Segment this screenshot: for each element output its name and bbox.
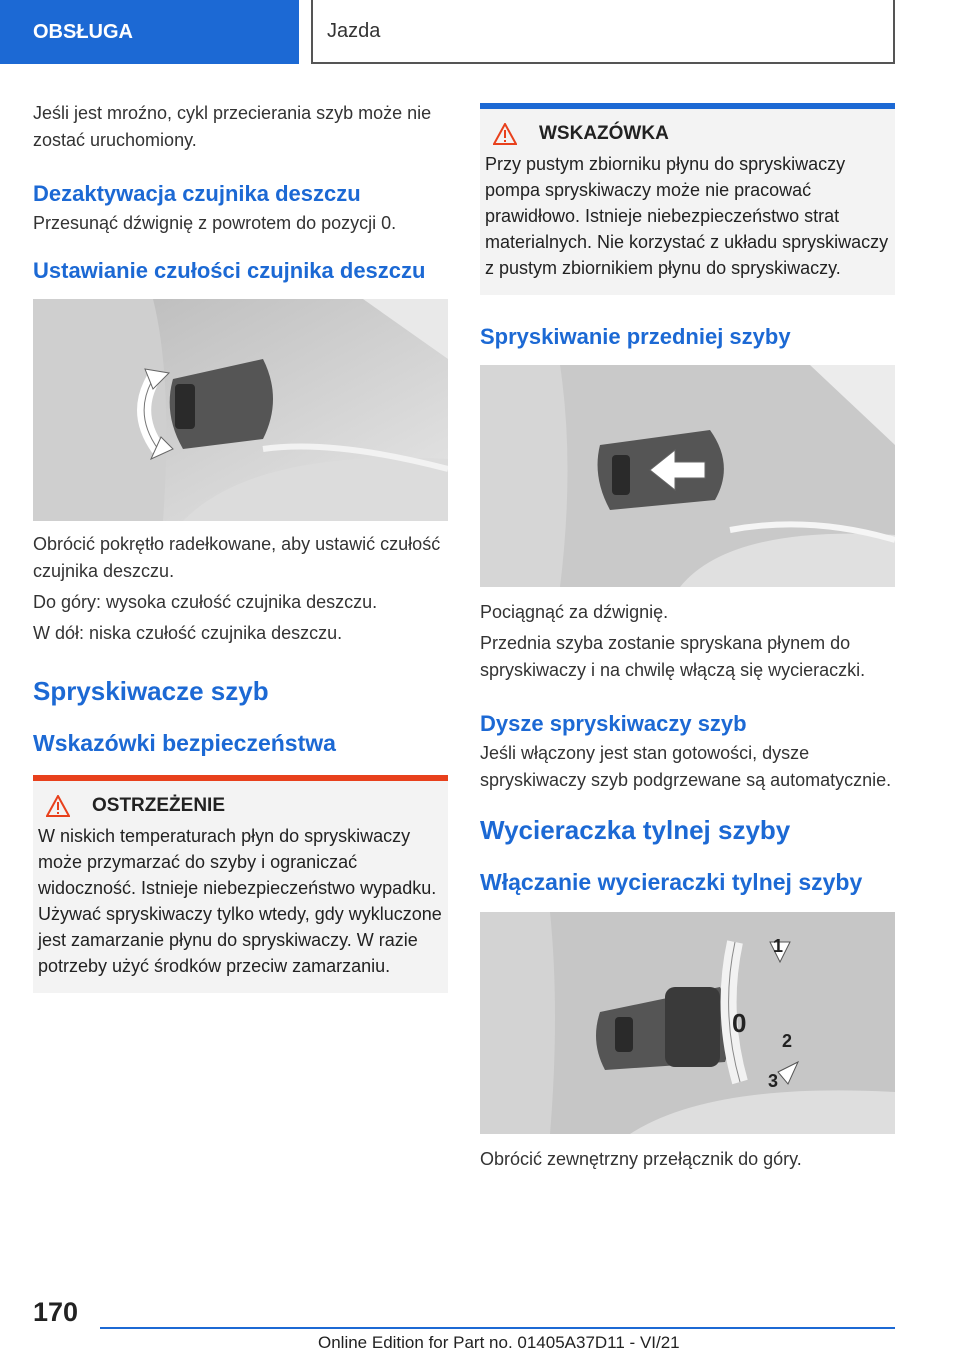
front-washer-photo	[480, 365, 895, 587]
rear-wiper-heading: Wycieraczka tylnej szyby	[480, 815, 791, 845]
figure-label-3: 3	[768, 1071, 779, 1091]
sensitivity-text-2: Do góry: wysoka czułość czujnika deszczu.	[33, 592, 378, 612]
warning-triangle-icon	[493, 123, 517, 145]
warning-title: OSTRZEŻENIE	[92, 795, 226, 816]
warning-text: W niskich temperaturach płyn do spryskiwaczy może przymarzać do szyby i ograniczać widoczność. Istnieje niebezpieczeństwo wypadku. Używać spryskiwaczy tylko wtedy, gdy wykluczone jest zamarzanie płynu do spryskiwaczy. W razie potrzeby użyć środków przeciw zamarzaniu.	[38, 826, 442, 976]
sensitivity-text-3: W dół: niska czułość czujnika deszczu.	[33, 623, 343, 643]
footer-edition: Online Edition for Part no. 01405A37D11 - VI/21	[318, 1333, 680, 1352]
figure-label-1: 1	[773, 936, 784, 956]
left-column	[33, 100, 448, 993]
note-box	[480, 109, 895, 295]
front-washer-text-2: Przednia szyba zostanie spryskana płynem do spryskiwaczy i na chwilę włączą się wycieraczki.	[480, 633, 866, 680]
header-subsection: Jazda	[311, 0, 895, 64]
sensitivity-text-1: Obrócić pokrętło radełkowane, aby ustawić czułość czujnika deszczu.	[33, 534, 441, 581]
sensitivity-heading: Ustawianie czułości czujnika deszczu	[33, 258, 426, 283]
warning-title-row	[38, 795, 444, 817]
rear-wiper-text: Obrócić zewnętrzny przełącznik do góry.	[480, 1149, 802, 1169]
rear-wiper-on-heading: Włączanie wycieraczki tylnej szyby	[480, 869, 863, 895]
warning-triangle-icon	[46, 795, 70, 817]
front-washer-text-1: Pociągnąć za dźwignię.	[480, 602, 669, 622]
deactivate-text: Przesunąć dźwignię z powrotem do pozycji 0.	[33, 213, 397, 233]
note-text: Przy pustym zbiorniku płynu do spryskiwaczy pompa spryskiwaczy może nie pracować prawidłowo. Istnieje niebezpieczeństwo strat materialnych. Nie korzystać z układu spryskiwaczy z pustym zbiornikiem płynu do spryskiwaczy.	[485, 154, 889, 278]
nozzles-heading: Dysze spryskiwaczy szyb	[480, 711, 747, 736]
front-washer-heading: Spryskiwanie przedniej szyby	[480, 324, 791, 349]
right-column	[480, 103, 895, 1173]
rain-sensor-photo	[33, 299, 448, 521]
rear-wiper-photo	[480, 912, 895, 1134]
footer-divider	[100, 1327, 895, 1329]
deactivate-heading: Dezaktywacja czujnika deszczu	[33, 181, 361, 206]
nozzles-text: Jeśli włączony jest stan gotowości, dysze spryskiwaczy szyb podgrzewane są automatycznie.	[480, 743, 892, 790]
header-section-tab: OBSŁUGA	[0, 0, 299, 64]
figure-label-0: 0	[732, 1008, 747, 1038]
note-title-row	[485, 123, 891, 145]
washers-heading: Spryskiwacze szyb	[33, 676, 269, 706]
safety-heading: Wskazówki bezpieczeństwa	[33, 730, 336, 756]
note-title: WSKAZÓWKA	[539, 123, 669, 144]
figure-label-2: 2	[782, 1031, 793, 1051]
intro-text: Jeśli jest mroźno, cykl przecierania szyb może nie zostać uruchomiony.	[33, 103, 432, 150]
warning-box	[33, 781, 448, 993]
page-number: 170	[33, 1297, 79, 1327]
